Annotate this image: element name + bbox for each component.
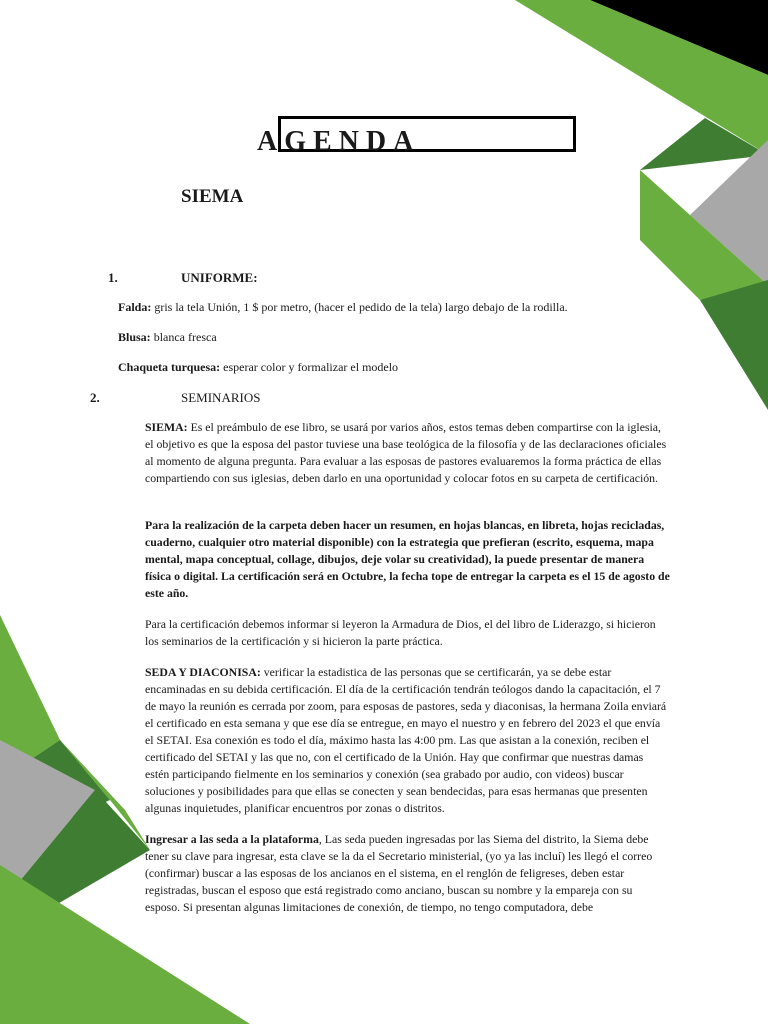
uniform-item-text: esperar color y formalizar el modelo bbox=[223, 360, 399, 374]
paragraph-text: , Las seda pueden ingresadas por las Siema del distrito, la Siema debe tener su clave para ingresar, esta clave se la da el Secretario ministerial, (yo ya las incluí) les llegó el correo (confirmar) buscar a las esposas de los ancianos en el sistema, en el renglón de feligreses, deben estar registradas, buscan el esposo que está registrado como anciano, buscan su nombre y la empareja con su esposo. Si presentan algunas limitaciones de conexión, de tiempo, no tengo computadora, debe bbox=[145, 832, 653, 914]
section-heading: UNIFORME: bbox=[181, 270, 258, 285]
uniform-item-label: Blusa: bbox=[118, 330, 151, 344]
uniform-item-text: blanca fresca bbox=[153, 330, 217, 344]
uniform-item bbox=[118, 360, 398, 375]
paragraph-seda-diaconisa bbox=[145, 664, 670, 817]
paragraph-carpeta bbox=[145, 517, 670, 602]
paragraph-label: SIEMA: bbox=[145, 420, 188, 434]
top-right-green-dark-2 bbox=[700, 280, 768, 410]
page-subtitle: SIEMA bbox=[181, 186, 244, 207]
paragraph-text: Es el preámbulo de ese libro, se usará por varios años, estos temas deben compartirse con la iglesia, el objetivo es que la esposa del pastor tuviese una base teológica de la filosofía y de las declaraciones oficiales al momento de alguna pregunta. Para evaluar a las esposas de pastores evaluaremos la forma práctica de ellas compartiendo con sus iglesias, deben darlo en una oportunidad y colocar fotos en su carpeta de certificación. bbox=[145, 420, 667, 485]
page-title: AGENDA bbox=[257, 126, 421, 157]
section-heading: SEMINARIOS bbox=[181, 390, 261, 405]
uniform-item bbox=[118, 330, 217, 345]
paragraph-text: Para la realización de la carpeta deben hacer un resumen, en hojas blancas, en libreta, hojas recicladas, cuaderno, cualquier otro material disponible) con la estrategia que prefieran (escrito, esquema, mapa mental, mapa conceptual, collage, dibujos, deje volar su creatividad), la puede presentar de manera física o digital. La certificación será en Octubre, la fecha tope de entregar la carpeta es el 15 de agosto de este año. bbox=[145, 518, 670, 600]
paragraph-label: Ingresar a las seda a la plataforma bbox=[145, 832, 319, 846]
paragraph-text: verificar la estadistica de las personas que se certificarán, ya se debe estar encaminadas en su debida certificación. El día de la certificación tendrán teólogos dando la capacitación, el 7 de mayo la reunión es cerrada por zoom, para esposas de pastores, seda y diaconisas, la hermana Zoila enviará el certificado en esta semana y que ese día se entregue, en mayo el nuestro y en febrero del 2023 el que envía el SETAI. Esa conexión es todo el día, máximo hasta las 4:00 pm. Las que asistan a la conexión, reciben el certificado del SETAI y las que no, con el certificado de la Unión. Hay que confirmar que nuestras damas estén participando fielmente en los seminarios y conexión (sea grabado por audio, con videos) buscar soluciones y posibilidades para que ellas se conecten y sean bendecidas, para esas hermanas que presenten algunas inquietudes, planificar encuentros por zonas o distritos. bbox=[145, 665, 667, 815]
uniform-item-label: Falda: bbox=[118, 300, 152, 314]
paragraph-label: SEDA Y DIACONISA: bbox=[145, 665, 261, 679]
uniform-item-text: gris la tela Unión, 1 $ por metro, (hacer el pedido de la tela) largo debajo de la rodilla. bbox=[154, 300, 568, 314]
uniform-item-label: Chaqueta turquesa: bbox=[118, 360, 221, 374]
paragraph-plataforma bbox=[145, 831, 670, 916]
section-number: 1. bbox=[108, 270, 118, 285]
paragraph-certificacion bbox=[145, 616, 670, 650]
section-number: 2. bbox=[90, 390, 100, 405]
paragraph-siema bbox=[145, 419, 670, 487]
paragraph-text: Para la certificación debemos informar si leyeron la Armadura de Dios, el del libro de Liderazgo, si hicieron los seminarios de la certificación y si hicieron la parte práctica. bbox=[145, 617, 656, 648]
uniform-item bbox=[118, 300, 568, 315]
